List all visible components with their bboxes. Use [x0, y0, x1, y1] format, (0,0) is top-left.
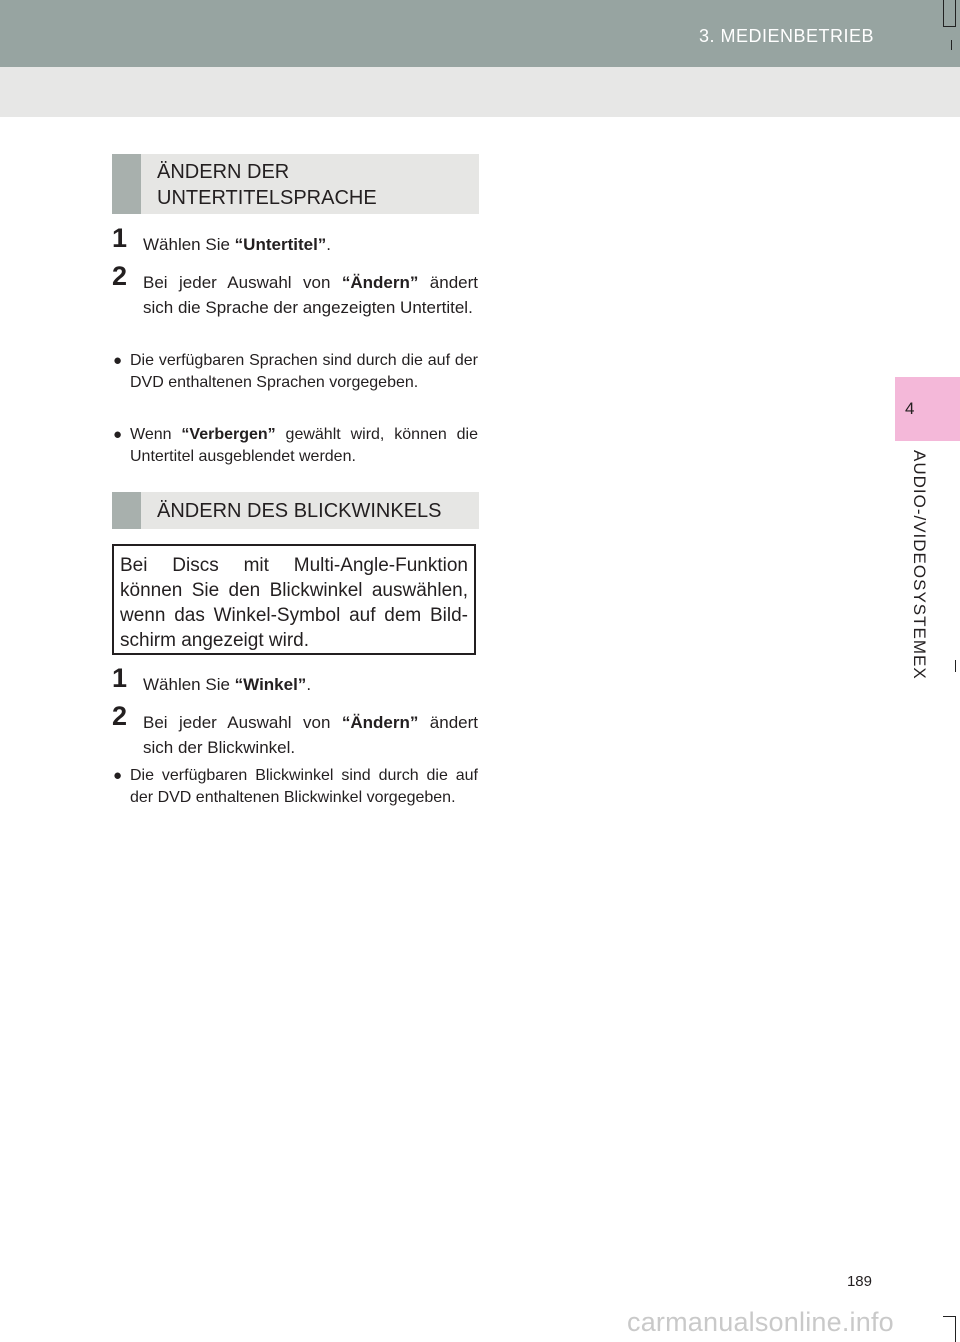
bullet-text: Wenn	[130, 426, 182, 443]
heading-accent-bar	[112, 154, 141, 214]
step-number: 2	[112, 261, 128, 291]
step-text: Bei jeder Auswahl von	[143, 273, 342, 292]
chapter-tab	[895, 377, 960, 441]
bullet-item	[112, 424, 478, 468]
crop-mark	[955, 0, 956, 26]
chapter-number: 4	[905, 399, 915, 418]
step-item	[112, 701, 478, 760]
crop-mark	[943, 26, 956, 27]
step-item	[112, 223, 478, 257]
step-text: Bei jeder Auswahl von	[143, 713, 342, 732]
info-box: Bei Discs mit Multi-Angle-Funktion können Sie den Blickwinkel auswählen, wenn das Winkel-Symbol auf dem Bildschirm angezeigt wird.	[112, 544, 476, 655]
crop-mark	[943, 0, 944, 26]
bullet-text: Die verfügbaren Blickwinkel sind durch die auf der DVD enthaltenen Blickwinkel vorgegeben.	[130, 767, 478, 806]
step-number: 1	[112, 223, 128, 253]
bullet-text: Die verfügbaren Sprachen sind durch die auf der DVD enthaltenen Sprachen vorgegeben.	[130, 352, 478, 391]
step-text: .	[306, 675, 312, 694]
step-number: 1	[112, 663, 128, 693]
heading-line: UNTERTITELSPRACHE	[157, 187, 377, 209]
step-option: “Winkel”	[234, 675, 307, 694]
bullet-text: gewählt wird, können die Untertitel ausgeblendet werden.	[130, 426, 479, 465]
step-text: Wählen Sie	[143, 235, 235, 254]
step-text: Wählen Sie	[143, 675, 235, 694]
crop-mark	[951, 40, 952, 50]
step-item	[112, 663, 478, 697]
chapter-label: AUDIO-/VIDEOSYSTEMEX	[910, 450, 929, 680]
watermark: carmanualsonline.info	[627, 1307, 894, 1337]
bullet-icon: ●	[113, 426, 123, 443]
step-number: 2	[112, 701, 128, 731]
step-text: ändert sich die Sprache der angezeigten Untertitel.	[143, 273, 478, 317]
heading-line: ÄNDERN DES BLICKWINKELS	[157, 500, 442, 522]
heading-accent-bar	[112, 492, 141, 529]
header-band	[0, 67, 960, 117]
crop-mark	[955, 1316, 956, 1342]
section-title: 3. MEDIENBETRIEB	[698, 26, 874, 46]
section-heading-angle	[112, 492, 479, 529]
step-option: “Ändern”	[341, 713, 419, 732]
step-text: .	[326, 235, 332, 254]
step-text: ändert sich der Blickwinkel.	[143, 713, 478, 757]
bullet-option: “Verbergen”	[181, 426, 276, 443]
section-heading-subtitles	[112, 154, 479, 214]
step-option: “Untertitel”	[234, 235, 327, 254]
bullet-icon: ●	[113, 352, 123, 369]
page-number: 189	[846, 1273, 872, 1290]
heading-line: ÄNDERN DER	[157, 161, 290, 183]
step-item	[112, 261, 478, 320]
bullet-item	[112, 350, 478, 394]
bullet-icon: ●	[113, 767, 123, 784]
step-option: “Ändern”	[341, 273, 419, 292]
bullet-item	[112, 765, 478, 809]
crop-mark	[955, 660, 956, 672]
